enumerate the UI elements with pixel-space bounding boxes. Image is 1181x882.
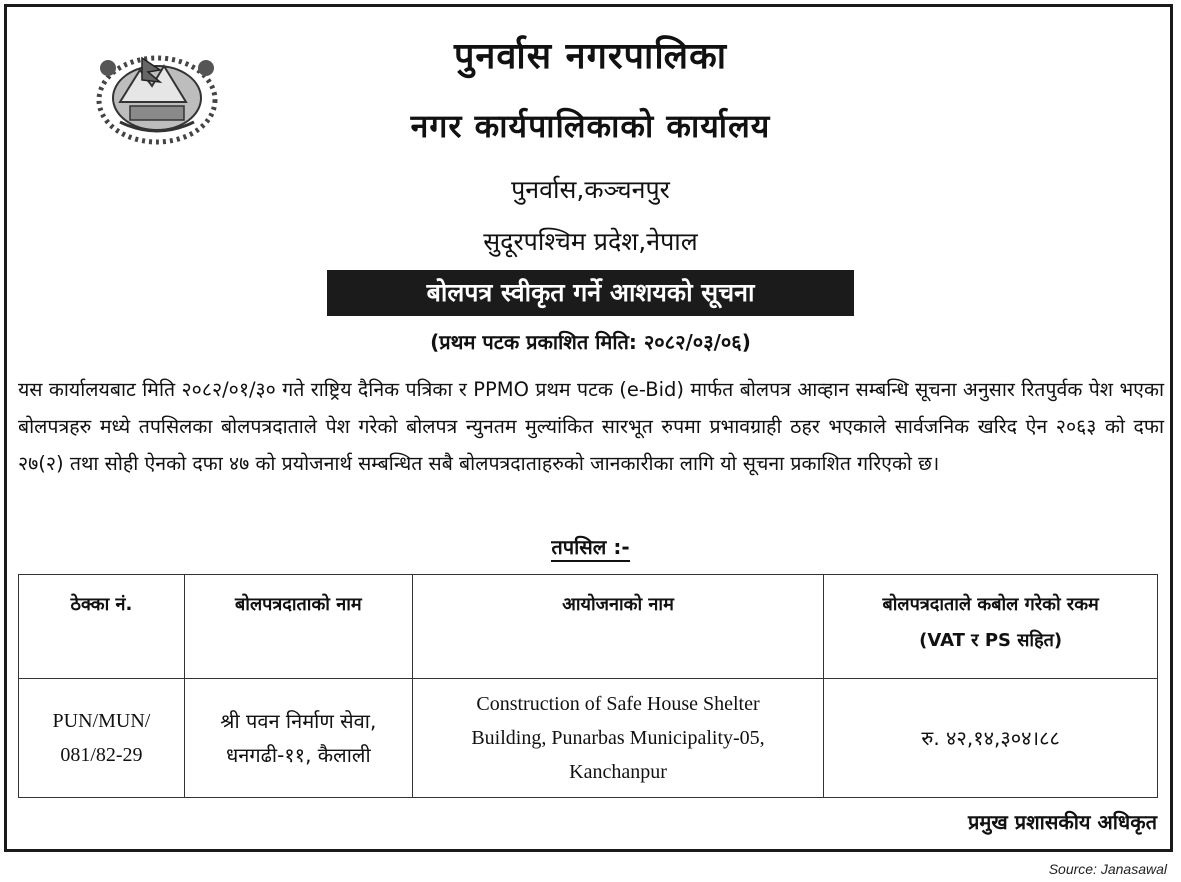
cell-amount: रु. ४२,१४,३०४।८८ bbox=[824, 679, 1158, 798]
header-amount bbox=[824, 575, 1158, 679]
details-heading-text: तपसिल :- bbox=[551, 535, 629, 562]
address-line-2: सुदूरपश्चिम प्रदेश,नेपाल bbox=[483, 227, 698, 256]
details-heading bbox=[0, 533, 1181, 560]
org-name: पुनर्वास नगरपालिका bbox=[453, 36, 728, 77]
source-credit: Source: Janasawal bbox=[1048, 861, 1167, 877]
table-header-row bbox=[19, 575, 1158, 679]
project-line1: Construction of Safe House Shelter bbox=[476, 693, 760, 715]
header-bidder-name: बोलपत्रदाताको नाम bbox=[184, 575, 412, 679]
notice-title-banner: बोलपत्र स्वीकृत गर्ने आशयको सूचना bbox=[327, 270, 854, 316]
office-name: नगर कार्यपालिकाको कार्यालय bbox=[410, 107, 771, 145]
cell-contract-no bbox=[19, 679, 185, 798]
header-project-name: आयोजनाको नाम bbox=[412, 575, 824, 679]
notice-body: यस कार्यालयबाट मिति २०८२/०१/३० गते राष्ट्रिय दैनिक पत्रिका र PPMO प्रथम पटक (e-Bid) मार्फत बोलपत्र आव्हान सम्बन्धि सूचना अनुसार रितपुर्वक पेश भएका बोलपत्रहरु मध्ये तपसिलका बोलपत्रदाताले पेश गरेको बोलपत्र न्युनतम मुल्यांकित सारभूत रुपमा प्रभावग्राही ठहर भएकाले सार्वजनिक खरिद ऐन २०६३ को दफा २७(२) तथा सोही ऐनको दफा ४७ को प्रयोजनार्थ सम्बन्धित सबै बोलपत्रदाताहरुको जानकारीका लागि यो सूचना प्रकाशित गरिएको छ। bbox=[18, 378, 1164, 475]
project-line3: Kanchanpur bbox=[569, 761, 667, 783]
cell-project-name bbox=[412, 679, 824, 798]
bidder-line2: धनगढी-११, कैलाली bbox=[225, 743, 371, 767]
published-date: (प्रथम पटक प्रकाशित मिति: २०८२/०३/०६) bbox=[430, 330, 751, 354]
header-amount-line1: बोलपत्रदाताले कबोल गरेको रकम bbox=[882, 594, 1099, 615]
signatory: प्रमुख प्रशासकीय अधिकृत bbox=[968, 810, 1157, 834]
address-line-1: पुनर्वास,कञ्चनपुर bbox=[511, 175, 670, 204]
contract-line2: 081/82-29 bbox=[60, 744, 143, 766]
cell-bidder-name bbox=[184, 679, 412, 798]
bidder-line1: श्री पवन निर्माण सेवा, bbox=[220, 709, 377, 733]
bid-table bbox=[18, 574, 1158, 798]
header-contract-no: ठेक्का नं. bbox=[19, 575, 185, 679]
header-amount-line2: (VAT र PS सहित) bbox=[919, 630, 1063, 651]
table-row bbox=[19, 679, 1158, 798]
project-line2: Building, Punarbas Municipality-05, bbox=[471, 727, 765, 749]
contract-line1: PUN/MUN/ bbox=[52, 710, 151, 732]
